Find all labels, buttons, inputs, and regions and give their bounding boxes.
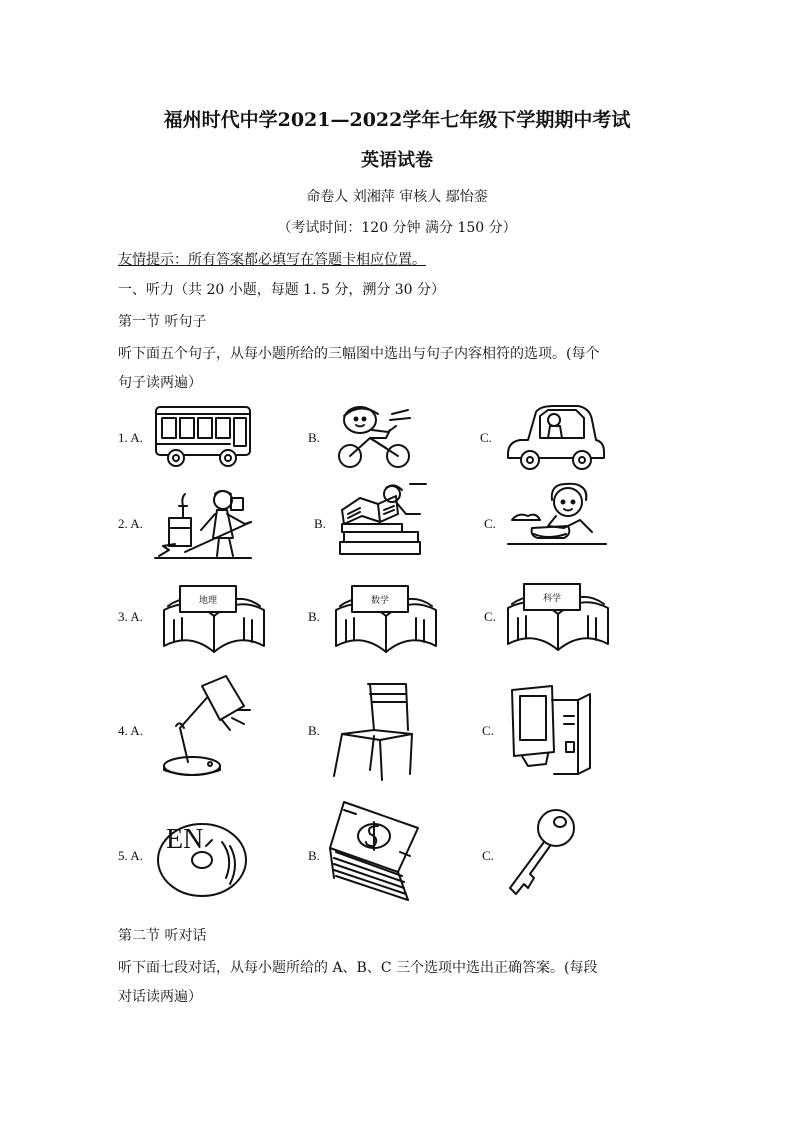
q3-b-label: B. (308, 609, 320, 624)
part2-title: 第二节 听对话 (118, 928, 207, 944)
chair-picture (330, 680, 416, 780)
part1-instruction-line2: 句子读两遍） (118, 375, 202, 391)
key-picture (504, 808, 576, 900)
exam-subtitle: 英语试卷 (361, 150, 433, 171)
computer-picture (508, 684, 594, 776)
q5-c-label: C. (482, 848, 494, 863)
q4-label: 4. A. (118, 723, 143, 738)
book-geography-picture (160, 576, 268, 654)
q3-label: 3. A. (118, 609, 143, 624)
cd-picture (156, 818, 248, 898)
bus-picture (150, 404, 255, 470)
q3-c-label: C. (484, 609, 496, 624)
part1-title: 第一节 听句子 (118, 314, 207, 330)
part2-instruction-line2: 对话读两遍） (118, 989, 202, 1005)
q1-c-label: C. (480, 430, 492, 445)
book-label-geography: 地理 (198, 596, 218, 606)
q1-label: 1. A. (118, 430, 143, 445)
cyclist-picture (330, 404, 420, 470)
q2-b-label: B. (314, 516, 326, 531)
cd-logo-text: EN (166, 824, 204, 855)
book-science-picture (504, 574, 612, 652)
q5-b-label: B. (308, 848, 320, 863)
q2-c-label: C. (484, 516, 496, 531)
book-math-picture (332, 576, 440, 654)
q1-b-label: B. (308, 430, 320, 445)
reading-picture (336, 484, 428, 562)
exam-authors: 命卷人 刘湘萍 审核人 鄢怡銮 (306, 189, 488, 205)
exam-time-info: （考试时间：120 分钟 满分 150 分） (277, 220, 517, 236)
q5-label: 5. A. (118, 848, 143, 863)
lamp-picture (158, 676, 250, 778)
book-label-math: 数学 (370, 596, 390, 606)
part1-instruction-line1: 听下面五个句子，从每小题所给的三幅图中选出与句子内容相符的选项。(每个 (118, 346, 600, 362)
car-picture (504, 404, 606, 472)
q4-c-label: C. (482, 723, 494, 738)
section-heading: 一、听力（共 20 小题，每题 1. 5 分，溯分 30 分） (118, 282, 446, 298)
q4-b-label: B. (308, 723, 320, 738)
q2-label: 2. A. (118, 516, 143, 531)
money-picture (326, 800, 426, 906)
exam-title: 福州时代中学2021—2022学年七年级下学期期中考试 (163, 109, 631, 131)
cooking-picture (508, 480, 608, 552)
sweeping-picture (155, 484, 255, 562)
part2-instruction-line1: 听下面七段对话，从每小题所给的 A、B、C 三个选项中选出正确答案。(每段 (118, 960, 598, 976)
book-label-science: 科学 (542, 594, 562, 604)
notice: 友情提示：所有答案都必填写在答题卡相应位置。 (118, 252, 426, 268)
